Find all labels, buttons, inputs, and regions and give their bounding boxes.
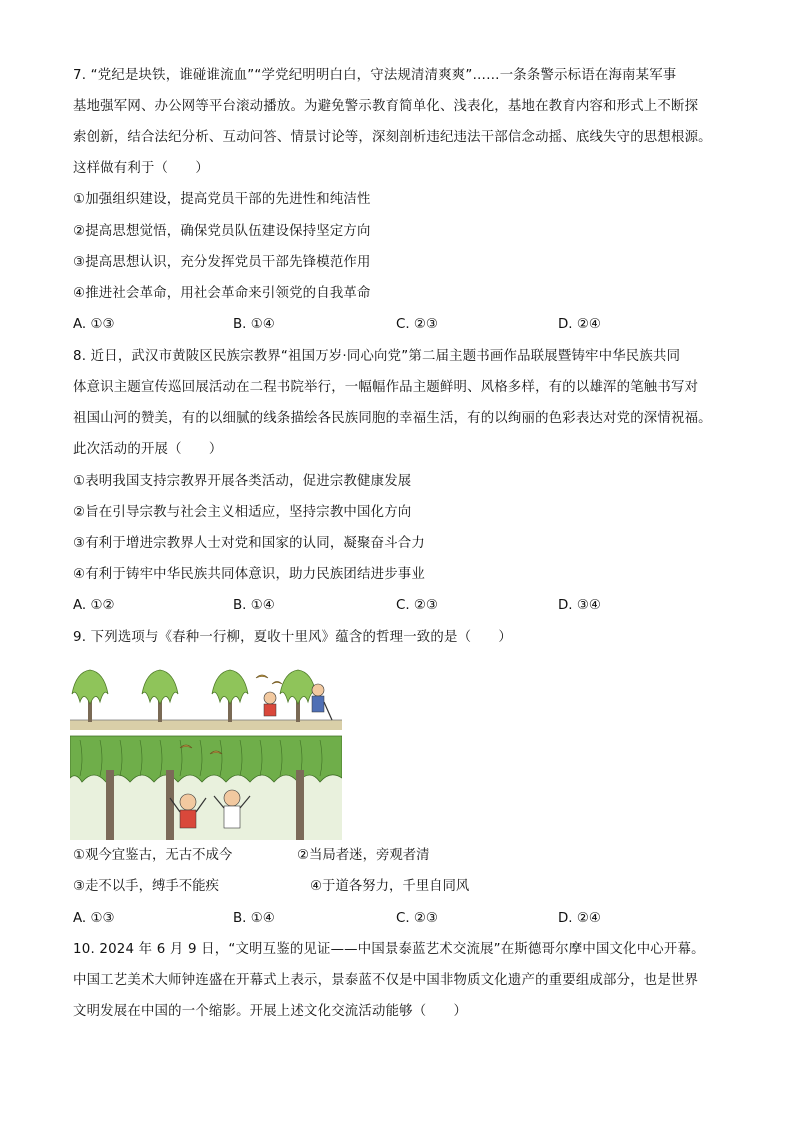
q8-option-a: A. ①② (73, 598, 115, 613)
q7-statement-1: ①加强组织建设，提高党员干部的先进性和纯洁性 (73, 192, 371, 207)
q8-statement-4: ④有利于铸牢中华民族共同体意识，助力民族团结进步事业 (73, 567, 425, 582)
q9-option-d: D. ②④ (558, 911, 601, 926)
q7-statement-4: ④推进社会革命，用社会革命来引领党的自我革命 (73, 286, 371, 301)
q7-option-c: C. ②③ (396, 317, 438, 332)
q10-stem-line-3: 文明发展在中国的一个缩影。开展上述文化交流活动能够（ ） (73, 1004, 468, 1019)
q7-stem-line-4: 这样做有利于（ ） (73, 161, 209, 176)
q8-option-c: C. ②③ (396, 598, 438, 613)
q9-option-c: C. ②③ (396, 911, 438, 926)
q7-statement-2: ②提高思想觉悟，确保党员队伍建设保持坚定方向 (73, 224, 371, 239)
q8-stem-line-2: 体意识主题宣传巡回展活动在二程书院举行，一幅幅作品主题鲜明、风格多样，有的以雄浑的笔触书写对 (73, 380, 699, 395)
q8-option-d: D. ③④ (558, 598, 601, 613)
q8-statement-2: ②旨在引导宗教与社会主义相适应，坚持宗教中国化方向 (73, 505, 412, 520)
q8-statement-1: ①表明我国支持宗教界开展各类活动，促进宗教健康发展 (73, 474, 412, 489)
q7-stem-line-3: 索创新，结合法纪分析、互动问答、情景讨论等，深刻剖析违纪违法干部信念动摇、底线失守的思想根源。 (73, 130, 712, 145)
q7-option-b: B. ①④ (233, 317, 275, 332)
q7-option-a: A. ①③ (73, 317, 115, 332)
q10-stem-line-1: 10. 2024 年 6 月 9 日，“文明互鉴的见证——中国景泰蓝艺术交流展”在斯德哥尔摩中国文化中心开幕。 (73, 942, 705, 957)
q9-stem: 9. 下列选项与《春种一行柳，夏收十里风》蕴含的哲理一致的是（ ） (73, 630, 512, 645)
q8-option-b: B. ①④ (233, 598, 275, 613)
q9-option-a: A. ①③ (73, 911, 115, 926)
q7-stem-line-1: 7. “党纪是块铁，谁碰谁流血”“学党纪明明白白，守法规清清爽爽”……一条条警示标语在海南某军事 (73, 68, 677, 83)
q8-stem-line-4: 此次活动的开展（ ） (73, 442, 223, 457)
q9-statement-4: ④于道各努力，千里自同风 (310, 879, 470, 894)
q8-stem-line-1: 8. 近日，武汉市黄陂区民族宗教界“祖国万岁·同心向党”第二届主题书画作品联展暨铸牢中华民族共同 (73, 349, 681, 364)
q7-option-d: D. ②④ (558, 317, 601, 332)
willow-cartoon-illustration (70, 658, 342, 840)
q10-stem-line-2: 中国工艺美术大师钟连盛在开幕式上表示，景泰蓝不仅是中国非物质文化遗产的重要组成部分，也是世界 (73, 973, 699, 988)
q7-stem-line-2: 基地强军网、办公网等平台滚动播放。为避免警示教育简单化、浅表化，基地在教育内容和形式上不断探 (73, 99, 699, 114)
q8-statement-3: ③有利于增进宗教界人士对党和国家的认同，凝聚奋斗合力 (73, 536, 425, 551)
q7-statement-3: ③提高思想认识，充分发挥党员干部先锋模范作用 (73, 255, 371, 270)
q9-statement-3: ③走不以手，缚手不能疾 (73, 879, 219, 894)
q9-statement-1: ①观今宜鉴古，无古不成今 (73, 848, 233, 863)
q9-statement-2: ②当局者迷，旁观者清 (297, 848, 430, 863)
q9-option-b: B. ①④ (233, 911, 275, 926)
q8-stem-line-3: 祖国山河的赞美，有的以细腻的线条描绘各民族同胞的幸福生活，有的以绚丽的色彩表达对党的深情祝福。 (73, 411, 712, 426)
